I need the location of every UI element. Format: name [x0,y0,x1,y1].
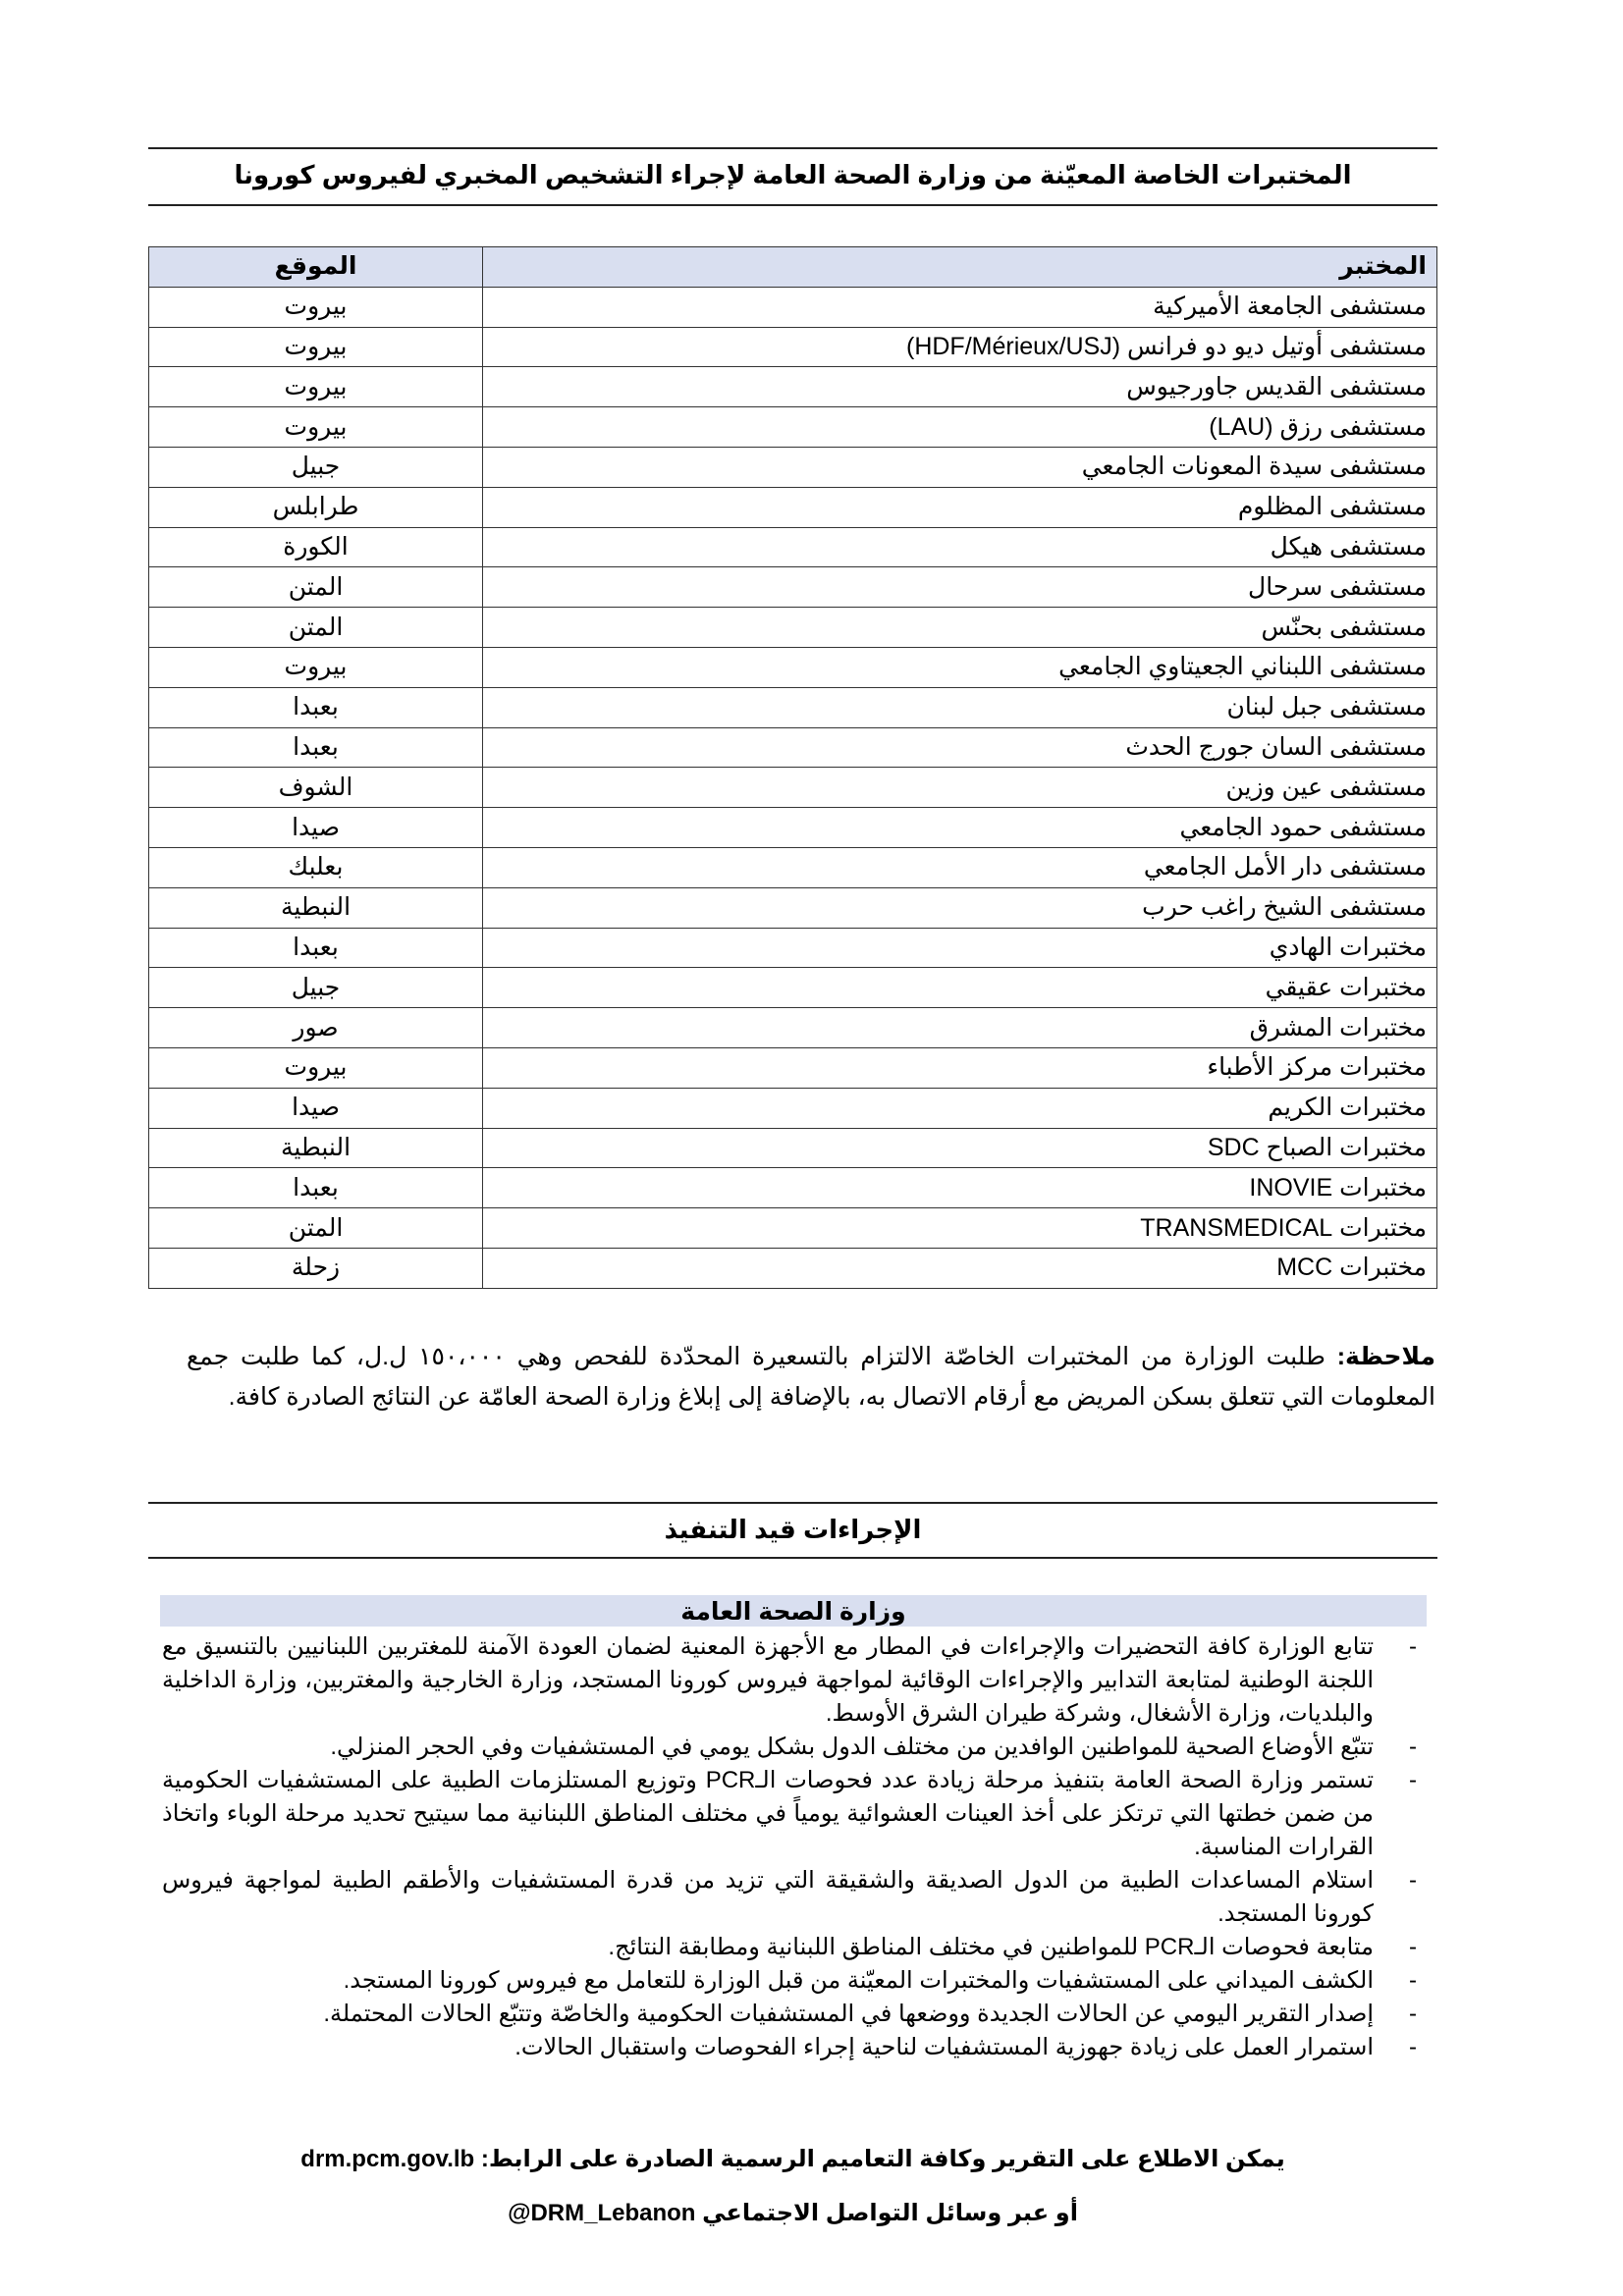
list-item-text: استلام المساعدات الطبية من الدول الصديقة والشقيقة التي تزيد من قدرة المستشفيات والأطقم الطبية لمواجهة فيروس كورونا المستجد. [162,1867,1374,1927]
table-row [149,847,1437,887]
list-item [162,2031,1421,2064]
table-row [149,1208,1437,1249]
location-cell: بيروت [149,647,483,687]
location-cell: صيدا [149,1088,483,1128]
location-cell: بيروت [149,327,483,367]
table-row [149,1008,1437,1048]
lab-name-cell: مستشفى حمود الجامعي [483,808,1437,848]
table-header-row [149,247,1437,288]
table-row [149,1168,1437,1208]
table-row [149,687,1437,727]
list-item [162,1998,1421,2031]
list-item-text: تتابع الوزارة كافة التحضيرات والإجراءات في المطار مع الأجهزة المعنية لضمان العودة الآمنة للمغتربين اللبنانيين بالتنسيق مع اللجنة الوطنية لمتابعة التدابير والإجراءات الوقائية لمواجهة فيروس كورونا المستجد، وزارة الخارجية والمغتربين، وزارة الداخلية والبلديات، وزارة الأشغال، وشركة طيران الشرق الأوسط. [162,1633,1374,1727]
footer-website-link[interactable]: drm.pcm.gov.lb [300,2146,475,2172]
location-cell: المتن [149,608,483,648]
column-header-location: الموقع [149,247,483,288]
location-cell: المتن [149,1208,483,1249]
table-row [149,647,1437,687]
list-item-text: استمرار العمل على زيادة جهوزية المستشفيات لناحية إجراء الفحوصات واستقبال الحالات. [514,2034,1374,2060]
location-cell: صور [149,1008,483,1048]
list-item [162,1931,1421,1964]
list-item [162,1630,1421,1731]
lab-name-cell: مستشفى سيدة المعونات الجامعي [483,447,1437,487]
lab-name-cell: مختبرات TRANSMEDICAL [483,1208,1437,1249]
table-row [149,287,1437,327]
list-item [162,1964,1421,1998]
lab-name-cell: مستشفى عين وزين [483,768,1437,808]
ministry-subheading: وزارة الصحة العامة [160,1595,1427,1627]
note-label: ملاحظة: [1336,1343,1436,1370]
location-cell: النبطية [149,1128,483,1168]
lab-name-cell: مستشفى المظلوم [483,487,1437,527]
bullet-dash-icon: - [1409,1734,1417,1760]
location-cell: جبيل [149,447,483,487]
table-row [149,447,1437,487]
table-row [149,608,1437,648]
lab-name-cell: مختبرات الكريم [483,1088,1437,1128]
top-rule [148,147,1437,149]
lab-name-cell: مختبرات الهادي [483,928,1437,968]
location-cell: صيدا [149,808,483,848]
table-row [149,327,1437,367]
table-row [149,1248,1437,1288]
location-cell: الشوف [149,768,483,808]
lab-name-cell: مستشفى اللبناني الجعيتاوي الجامعي [483,647,1437,687]
location-cell: الكورة [149,527,483,567]
lab-name-cell: مختبرات INOVIE [483,1168,1437,1208]
actions-list [162,1630,1421,2064]
column-header-lab: المختبر [483,247,1437,288]
lab-name-cell: مستشفى دار الأمل الجامعي [483,847,1437,887]
location-cell: طرابلس [149,487,483,527]
footer-website-text: يمكن الاطلاع على التقرير وكافة التعاميم الرسمية الصادرة على الرابط: [474,2146,1285,2172]
lab-name-cell: مستشفى السان جورج الحدث [483,727,1437,768]
bullet-dash-icon: - [1409,1767,1417,1793]
footer-line-social [148,2199,1437,2227]
footer-social-handle[interactable]: @DRM_Lebanon [508,2200,696,2226]
list-item-text: الكشف الميداني على المستشفيات والمختبرات المعيّنة من قبل الوزارة للتعامل مع فيروس كورونا المستجد. [343,1967,1374,1994]
lab-name-cell: مختبرات مركز الأطباء [483,1047,1437,1088]
footer-social-text: أو عبر وسائل التواصل الاجتماعي [695,2200,1078,2226]
bullet-dash-icon: - [1409,1633,1417,1660]
bullet-dash-icon: - [1409,2001,1417,2027]
lab-name-cell: مستشفى القديس جاورجيوس [483,367,1437,407]
location-cell: بعبدا [149,687,483,727]
lab-name-cell: مختبرات الصباح SDC [483,1128,1437,1168]
table-row [149,968,1437,1008]
list-item-text: تتبّع الأوضاع الصحية للمواطنين الوافدين من مختلف الدول بشكل يومي في المستشفيات وفي الحجر المنزلي. [330,1734,1374,1760]
lab-name-cell: مختبرات المشرق [483,1008,1437,1048]
page-title: المختبرات الخاصة المعيّنة من وزارة الصحة العامة لإجراء التشخيص المخبري لفيروس كورونا [234,160,1352,189]
location-cell: بعبدا [149,727,483,768]
list-item-text: تستمر وزارة الصحة العامة بتنفيذ مرحلة زيادة عدد فحوصات الـPCR وتوزيع المستلزمات الطبية على المستشفيات الحكومية من ضمن خطتها التي ترتكز على أخذ العينات العشوائية يومياً في مختلف المناطق اللبنانية مما سيتيح تحديد مرحلة الوباء واتخاذ القرارات المناسبة. [162,1767,1374,1860]
table-row [149,567,1437,608]
location-cell: زحلة [149,1248,483,1288]
bullet-dash-icon: - [1409,1934,1417,1960]
note-paragraph [187,1337,1435,1417]
table-row [149,727,1437,768]
lab-name-cell: مستشفى بحنّس [483,608,1437,648]
title-bottom-rule [148,204,1437,206]
bullet-dash-icon: - [1409,1967,1417,1994]
labs-table [148,246,1437,1289]
lab-name-cell: مستشفى سرحال [483,567,1437,608]
section-bottom-rule [148,1557,1437,1559]
location-cell: المتن [149,567,483,608]
location-cell: بيروت [149,1047,483,1088]
list-item [162,1864,1421,1931]
location-cell: جبيل [149,968,483,1008]
table-row [149,527,1437,567]
location-cell: بيروت [149,367,483,407]
lab-name-cell: مستشفى الجامعة الأميركية [483,287,1437,327]
note-text: طلبت الوزارة من المختبرات الخاصّة الالتزام بالتسعيرة المحدّدة للفحص وهي ١٥٠،٠٠٠ ل.ل، كما طلبت جمع المعلومات التي تتعلق بسكن المريض مع أرقام الاتصال به، بالإضافة إلى إبلاغ وزارة الصحة العامّة عن النتائج الصادرة كافة. [187,1343,1435,1411]
lab-name-cell: مستشفى هيكل [483,527,1437,567]
table-row [149,887,1437,928]
table-row [149,1047,1437,1088]
table-row [149,1128,1437,1168]
lab-name-cell: مستشفى الشيخ راغب حرب [483,887,1437,928]
location-cell: بعلبك [149,847,483,887]
bullet-dash-icon: - [1409,2034,1417,2060]
footer-line-website [148,2145,1437,2173]
lab-name-cell: مختبرات عقيقي [483,968,1437,1008]
bullet-dash-icon: - [1409,1867,1417,1894]
lab-name-cell: مستشفى أوتيل ديو دو فرانس (HDF/Mérieux/USJ) [483,327,1437,367]
table-row [149,928,1437,968]
table-row [149,808,1437,848]
lab-name-cell: مختبرات MCC [483,1248,1437,1288]
list-item [162,1764,1421,1864]
labs-table-body [149,287,1437,1288]
location-cell: النبطية [149,887,483,928]
list-item-text: متابعة فحوصات الـPCR للمواطنين في مختلف المناطق اللبنانية ومطابقة النتائج. [608,1934,1374,1960]
table-row [149,407,1437,448]
location-cell: بعبدا [149,1168,483,1208]
location-cell: بيروت [149,287,483,327]
table-row [149,487,1437,527]
table-row [149,768,1437,808]
lab-name-cell: مستشفى جبل لبنان [483,687,1437,727]
list-item-text: إصدار التقرير اليومي عن الحالات الجديدة ووضعها في المستشفيات الحكومية والخاصّة وتتبّع الحالات المحتملة. [323,2001,1374,2027]
section-title: الإجراءات قيد التنفيذ [664,1515,922,1544]
location-cell: بعبدا [149,928,483,968]
list-item [162,1731,1421,1764]
table-row [149,1088,1437,1128]
table-row [149,367,1437,407]
location-cell: بيروت [149,407,483,448]
section-top-rule [148,1502,1437,1504]
lab-name-cell: مستشفى رزق (LAU) [483,407,1437,448]
